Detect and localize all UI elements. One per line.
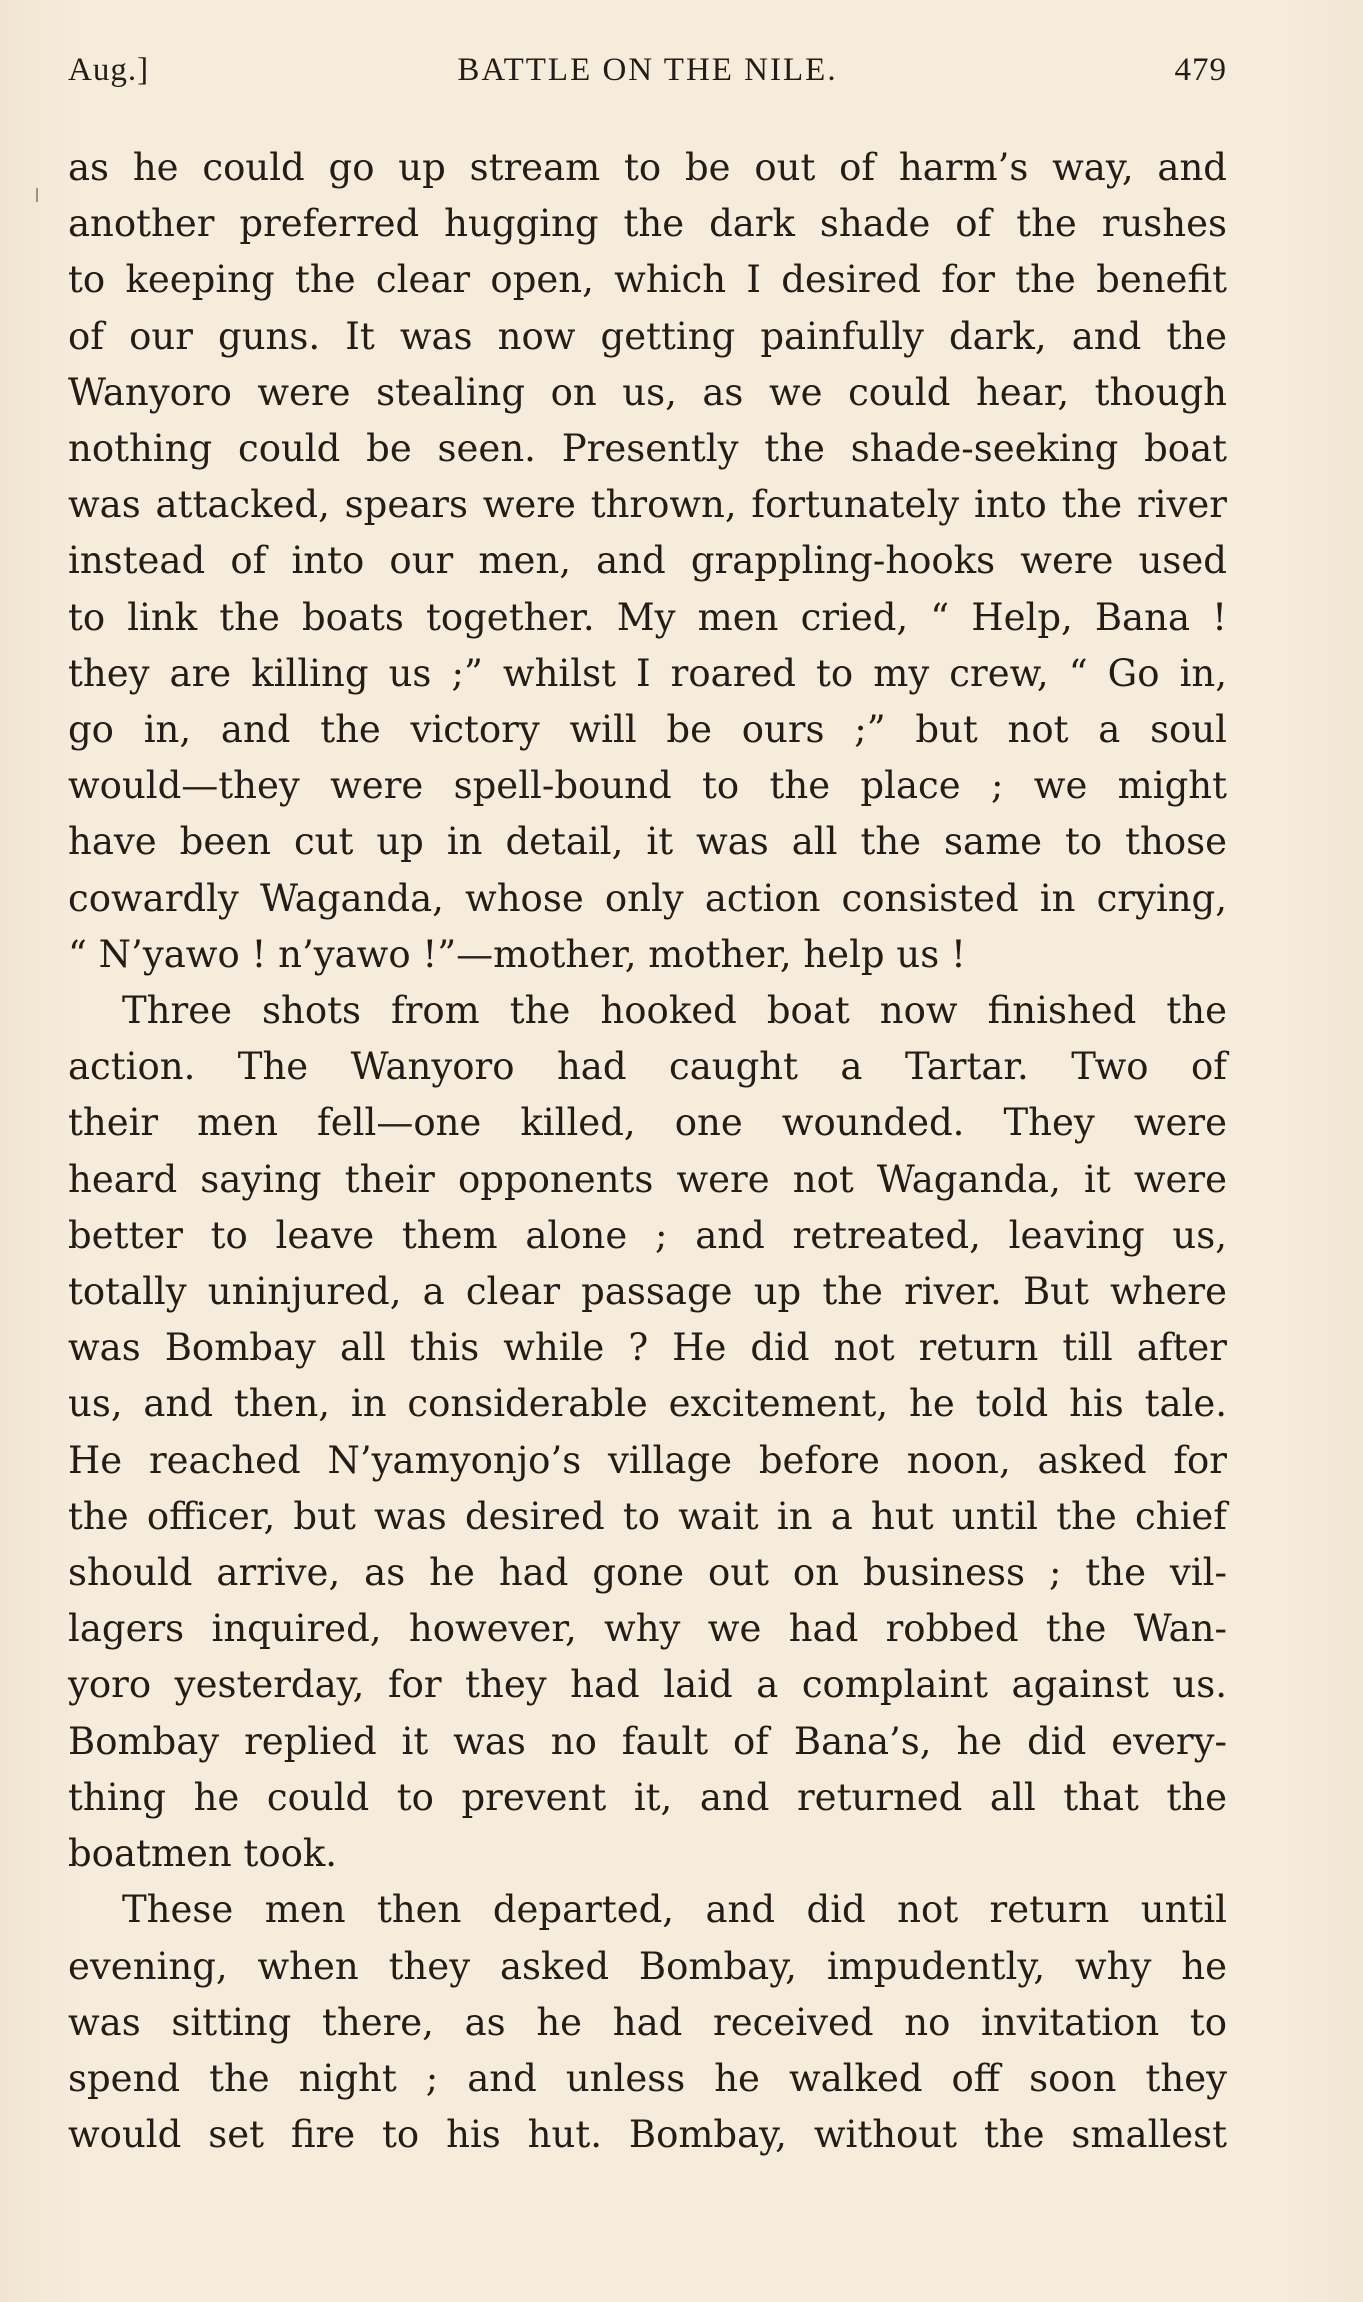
page-number: 479 [1174, 52, 1227, 88]
text-line: action. The Wanyoro had caught a Tartar. Two of [68, 1045, 1227, 1089]
paragraph-start: These men then departed, and did not return until [122, 1888, 1227, 1932]
text-line: “ N’yawo ! n’yawo !”—mother, mother, help us ! [68, 932, 966, 976]
text-line: totally uninjured, a clear passage up the river. But where [68, 1270, 1227, 1314]
running-head [68, 52, 1227, 100]
text-line: heard saying their opponents were not Waganda, it were [68, 1157, 1227, 1201]
text-line: would set fire to his hut. Bombay, without the smallest [68, 2113, 1227, 2157]
text-line: their men fell—one killed, one wounded. They were [68, 1101, 1227, 1145]
text-line: have been cut up in detail, it was all the same to those [68, 820, 1227, 864]
text-line: nothing could be seen. Presently the shade-seeking boat [68, 427, 1227, 471]
text-line: yoro yesterday, for they had laid a complaint against us. [68, 1663, 1227, 1707]
text-line: the officer, but was desired to wait in a hut until the chief [68, 1494, 1227, 1538]
margin-mark [36, 188, 38, 202]
text-line: better to leave them alone ; and retreated, leaving us, [68, 1213, 1227, 1257]
text-line: Bombay replied it was no fault of Bana’s, he did every- [68, 1719, 1227, 1763]
text-line: boatmen took. [68, 1832, 338, 1876]
running-head-title: BATTLE ON THE NILE. [457, 52, 838, 88]
text-line: instead of into our men, and grappling-hooks were used [68, 539, 1227, 583]
paragraph-start: Three shots from the hooked boat now finished the [122, 989, 1227, 1033]
running-head-month: Aug.] [68, 52, 150, 88]
text-line: spend the night ; and unless he walked off soon they [68, 2056, 1227, 2100]
text-line: should arrive, as he had gone out on business ; the vil- [68, 1551, 1227, 1595]
text-line: was Bombay all this while ? He did not return till after [68, 1326, 1227, 1370]
text-line: us, and then, in considerable excitement, he told his tale. [68, 1382, 1227, 1426]
text-line: lagers inquired, however, why we had robbed the Wan- [68, 1607, 1227, 1651]
text-line: was attacked, spears were thrown, fortunately into the river [68, 483, 1227, 527]
text-line: to keeping the clear open, which I desired for the benefit [68, 258, 1227, 302]
text-line: of our guns. It was now getting painfully dark, and the [68, 314, 1227, 358]
body-text [68, 140, 1227, 2163]
text-line: would—they were spell-bound to the place ; we might [68, 764, 1227, 808]
text-line: another preferred hugging the dark shade of the rushes [68, 202, 1227, 246]
text-line: thing he could to prevent it, and returned all that the [68, 1775, 1227, 1819]
text-line: Wanyoro were stealing on us, as we could hear, though [68, 370, 1227, 414]
text-line: as he could go up stream to be out of harm’s way, and [68, 146, 1227, 189]
text-line: go in, and the victory will be ours ;” but not a soul [68, 708, 1227, 752]
text-line: cowardly Waganda, whose only action consisted in crying, [68, 876, 1227, 920]
text-line: evening, when they asked Bombay, impudently, why he [68, 1944, 1227, 1988]
text-line: He reached N’yamyonjo’s village before noon, asked for [68, 1438, 1227, 1482]
text-line: was sitting there, as he had received no invitation to [68, 2000, 1227, 2044]
text-line: they are killing us ;” whilst I roared to my crew, “ Go in, [68, 651, 1227, 695]
text-line: to link the boats together. My men cried, “ Help, Bana ! [68, 595, 1227, 639]
